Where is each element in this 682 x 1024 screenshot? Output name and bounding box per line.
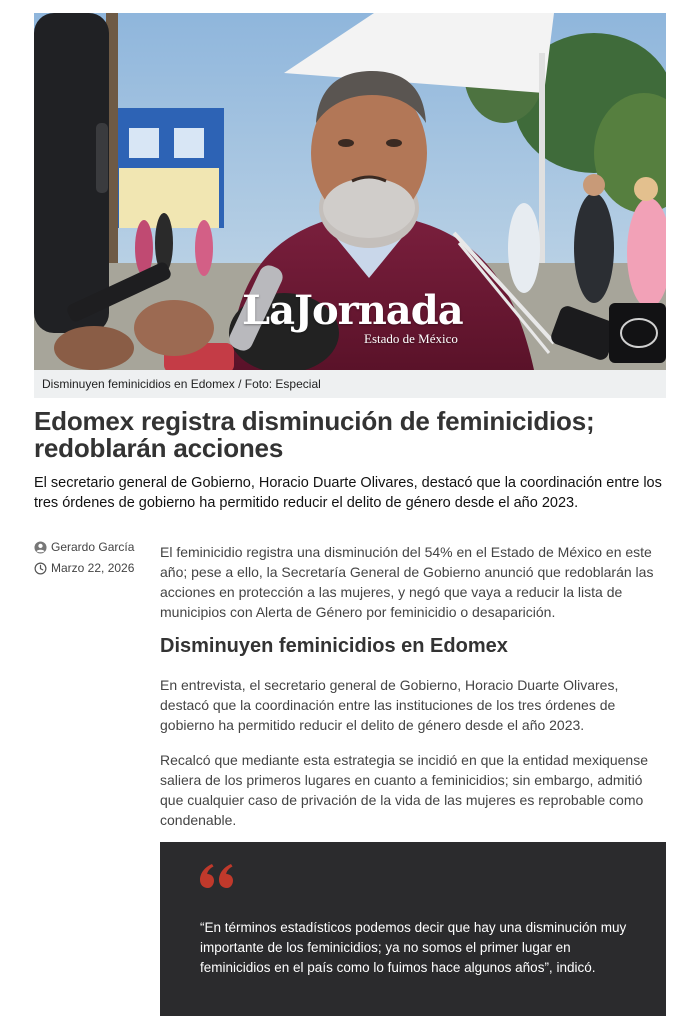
article-title: Edomex registra disminución de feminicidios; redoblarán acciones (34, 406, 595, 463)
author-name[interactable]: Gerardo García (51, 540, 135, 554)
quote-text: “En términos estadísticos podemos decir que hay una disminución muy importante de los feminicidios; ya no somos el primer lugar en feminicidios en el país como lo fuimos hace algunos años”, indicó. (200, 920, 627, 975)
logo-wordmark: LaJornada (242, 287, 463, 334)
date-text: Marzo 22, 2026 (51, 561, 135, 575)
clock-icon (34, 562, 47, 575)
article-paragraph: En entrevista, el secretario general de Gobierno, Horacio Duarte Olivares, destacó que la coordinación entre las instituciones de los tres órdenes de gobierno ha permitido reducir el delito de género desde el año 2023. (160, 677, 619, 733)
newspaper-logo (242, 287, 472, 357)
publish-date (34, 561, 134, 575)
article-paragraph: El feminicidio registra una disminución del 54% en el Estado de México en este año; pese a ello, la Secretaría General de Gobierno anunció que redoblarán las acciones en protección a las mujeres, y negó que vaya a reducir la lista de municipios con Alerta de Género por feminicidio o desaparición. (160, 544, 654, 620)
pull-quote (160, 842, 666, 1016)
quote-mark-icon (200, 864, 234, 893)
article-paragraph: Recalcó que mediante esta estrategia se incidió en que la entidad mexiquense saliera de los primeros lugares en cuanto a feminicidios; sin embargo, admitió que cualquier caso de privación de la vida de las mujeres es reprobable como condenable. (160, 752, 648, 828)
logo-subtitle: Estado de México (364, 331, 458, 346)
article-dek: El secretario general de Gobierno, Horacio Duarte Olivares, destacó que la coordinación entre los tres órdenes de gobierno ha permitido reducir el delito de género desde el año 2023. (34, 475, 662, 511)
article-subheading: Disminuyen feminicidios en Edomex (160, 635, 508, 657)
user-circle-icon (34, 541, 47, 554)
photo-caption: Disminuyen feminicidios en Edomex / Foto: Especial (34, 370, 666, 398)
hero-photo (34, 13, 666, 370)
author-byline[interactable] (34, 540, 134, 554)
